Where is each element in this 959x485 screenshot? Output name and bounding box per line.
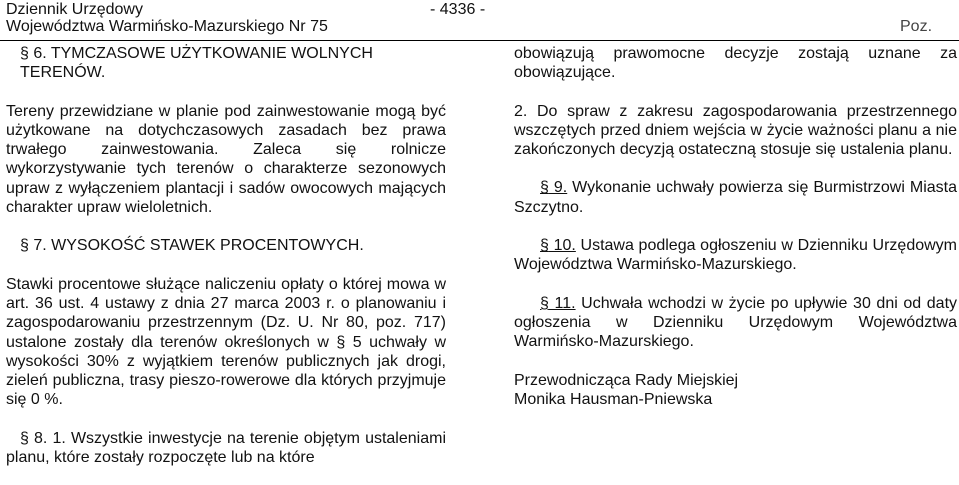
left-column bbox=[6, 44, 446, 467]
section-sign: § bbox=[20, 45, 29, 62]
header-divider bbox=[0, 40, 959, 41]
section-9-text: Wykonanie uchwały powierza się Burmistrzowi Miasta Szczytno. bbox=[514, 179, 957, 216]
section-8-paragraph-2: 2. Do spraw z zakresu zagospodarowania przestrzennego wszczętych przed dniem wejścia w życie ważności planu a nie zakończonych decyzją ostateczną stosuje się ustalenia planu. bbox=[514, 102, 957, 159]
journal-region: Województwa Warmińsko-Mazurskiego Nr 75 bbox=[6, 18, 328, 35]
page-number: - 4336 - bbox=[430, 1, 486, 18]
journal-title: Dziennik Urzędowy bbox=[6, 1, 143, 18]
section-8-paragraph-1 bbox=[6, 429, 446, 468]
signature-title: Przewodnicząca Rady Miejskiej bbox=[514, 371, 739, 389]
section-6-text: Tereny przewidziane w planie pod zainwestowanie mogą być użytkowane na dotychczasowych zasadach bez prawa trwałego zainwestowania. Zaleca się rolnicze wykorzystywanie tych terenów o charakterze sezonowych upraw z wyłączeniem plantacji i sadów owocowych mających charakter upraw wieloletnich. bbox=[6, 102, 446, 217]
section-11-text: Uchwała wchodzi w życie po upływie 30 dni od daty ogłoszenia w Dzienniku Urzędowym Województwa Warmińsko-Mazurskiego. bbox=[514, 294, 958, 351]
section-7-title: 7. WYSOKOŚĆ STAWEK PROCENTOWYCH. bbox=[28, 237, 364, 255]
section-8-continuation: obowiązują prawomocne decyzje zostają uznane za obowiązujące. bbox=[514, 45, 957, 82]
section-10-number: 10. bbox=[548, 237, 576, 255]
section-sign: § bbox=[336, 333, 346, 351]
section-9 bbox=[514, 178, 957, 217]
section-10 bbox=[514, 236, 957, 275]
section-7-text-part-2: 5 uchwały w wysokości 30% z wyjątkiem terenów publicznych jak drogi, zieleń publiczna, trasy pieszo-rowerowe dla których przyjmuje się 0 %. bbox=[6, 333, 447, 409]
section-sign: § bbox=[20, 429, 29, 447]
section-8-text: 8. 1. Wszystkie inwestycje na terenie objętym ustaleniami planu, które zostały rozpoczęte lub na które bbox=[6, 429, 446, 467]
section-11 bbox=[514, 294, 957, 352]
position-label: Poz. bbox=[900, 18, 933, 35]
section-7-text-part-1: Stawki procentowe służące naliczeniu opłaty o której mowa w art. 36 ust. 4 ustawy z dnia 27 marca 2003 r. o planowaniu i zagospodarowaniu przestrzennym (Dz. U. Nr 80, poz. 717) ustalone zostały dla terenów określonych w bbox=[6, 275, 446, 351]
section-11-number: 11. bbox=[548, 294, 576, 312]
signature-name: Monika Hausman-Pniewska bbox=[514, 390, 713, 408]
section-sign: § bbox=[540, 237, 549, 255]
section-10-text: Ustawa podlega ogłoszeniu w Dzienniku Urzędowym Województwa Warmińsko-Mazurskiego. bbox=[514, 237, 958, 274]
section-sign: § bbox=[20, 237, 29, 255]
section-6-title: 6. TYMCZASOWE UŻYTKOWANIE WOLNYCH TERENÓW. bbox=[20, 45, 373, 82]
section-7-text bbox=[6, 275, 446, 410]
right-column bbox=[514, 44, 957, 409]
section-sign: § bbox=[540, 179, 549, 197]
section-6-heading bbox=[6, 44, 446, 83]
section-9-number: 9. bbox=[548, 179, 568, 197]
section-7-heading bbox=[6, 236, 446, 255]
section-sign: § bbox=[540, 294, 549, 312]
